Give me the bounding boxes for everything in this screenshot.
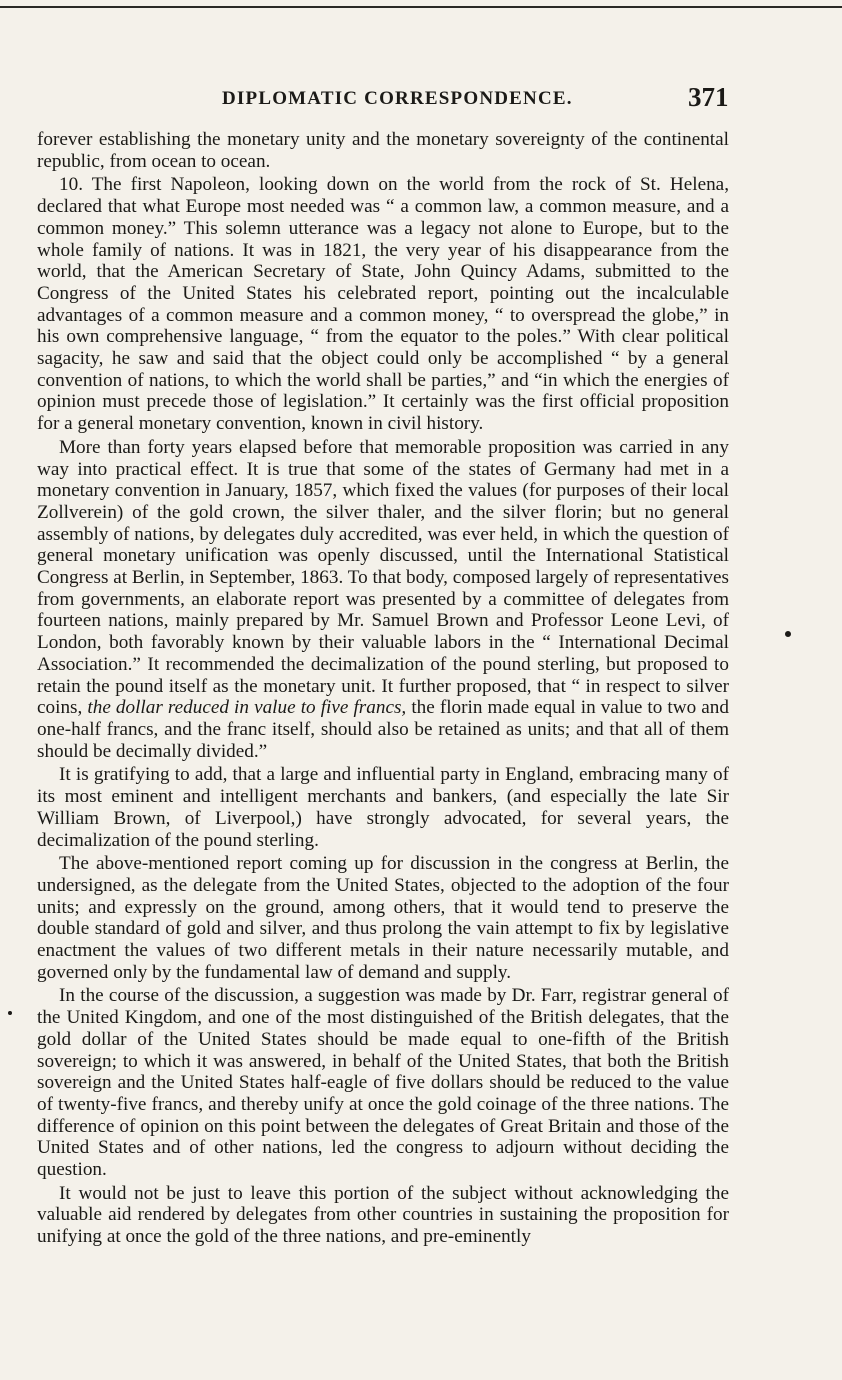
paragraph-acknowledgment: It would not be just to leave this portion of the subject without acknowledging the valuable aid rendered by delegates from other countries in sustaining the proposition for unifying at once the gold of the three nations, and pre-eminently [37,1182,729,1248]
paragraph-discussion: In the course of the discussion, a suggestion was made by Dr. Farr, registrar general of the United Kingdom, and one of the most distinguished of the British delegates, that the gold dollar of the United States should be made equal to one-fifth of the British sovereign; to which it was answered, in behalf of the United States, that both the British sovereign and the United States half-eagle of five dollars should be reduced to the value of twenty-five francs, and thereby unify at once the gold coinage of the three nations. The difference of opinion on this point between the delegates of Great Britain and those of the United States and of other nations, led the congress to adjourn without deciding the question. [37,985,729,1181]
margin-mark-left [8,1011,12,1015]
paragraph-continuation: forever establishing the monetary unity and the monetary sovereignty of the continental republic, from ocean to ocean. [37,129,729,172]
top-page-border [0,0,842,8]
paragraph-napoleon: 10. The first Napoleon, looking down on the world from the rock of St. Helena, declared that what Europe most needed was “ a common law, a common measure, and a common money.” This solemn utterance was a legacy not alone to Europe, but to the whole family of nations. It was in 1821, the very year of his disappearance from the world, that the American Secretary of State, John Quincy Adams, submitted to the Congress of the United States his celebrated report, pointing out the incalculable advantages of a common measure and a common money, “ to overspread the globe,” in his own comprehensive language, “ from the equator to the poles.” With clear political sagacity, he saw and said that the object could only be accomplished “ by a general convention of nations, to which the world shall be parties,” and “in which the energies of opinion must precede those of legislation.” It certainly was the first official proposition for a general monetary convention, known in civil history. [37,174,729,435]
page-header [0,84,842,114]
page-number: 371 [688,82,729,112]
paragraph-england: It is gratifying to add, that a large and influential party in England, embracing many of its most eminent and intelligent merchants and bankers, (and especially the late Sir William Brown, of Liverpool,) have strongly advocated, for several years, the decimalization of the pound sterling. [37,764,729,851]
body-text [37,129,729,1248]
paragraph-objection: The above-mentioned report coming up for discussion in the congress at Berlin, the undersigned, as the delegate from the United States, objected to the adoption of the four units; and expressly on the ground, among others, that it would tend to preserve the double standard of gold and silver, and thus prolong the vain attempt to fix by legislative enactment the values of two different metals in their nature necessarily mutable, and governed only by the fundamental law of demand and supply. [37,853,729,983]
paragraph-text: the florin made equal in value to two and one-half francs, and the franc itself, should also be retained as units; and that all of them should be decimally divided.” [37,697,729,762]
paragraph-berlin-congress [37,437,729,763]
italic-quote: the dollar reduced in value to five francs, [87,697,407,719]
margin-mark-right [785,631,791,637]
running-head: DIPLOMATIC CORRESPONDENCE. [222,88,573,109]
paragraph-text: More than forty years elapsed before that memorable proposition was carried in any way into practical effect. It is true that some of the states of Germany had met in a monetary convention in January, 1857, which fixed the values (for purposes of their local Zollverein) of the gold crown, the silver thaler, and the silver florin; but no general assembly of nations, by delegates duly accredited, was ever held, in which the question of general monetary unification was openly discussed, until the International Statistical Congress at Berlin, in September, 1863. To that body, composed largely of representatives from governments, an elaborate report was presented by a committee of delegates from fourteen nations, mainly prepared by Mr. Samuel Brown and Professor Leone Levi, of London, both favorably known by their valuable labors in the “ International Decimal Association.” It recommended the decimalization of the pound sterling, but proposed to retain the pound itself as the monetary unit. It further proposed, that “ in respect to silver coins, [37,436,729,719]
